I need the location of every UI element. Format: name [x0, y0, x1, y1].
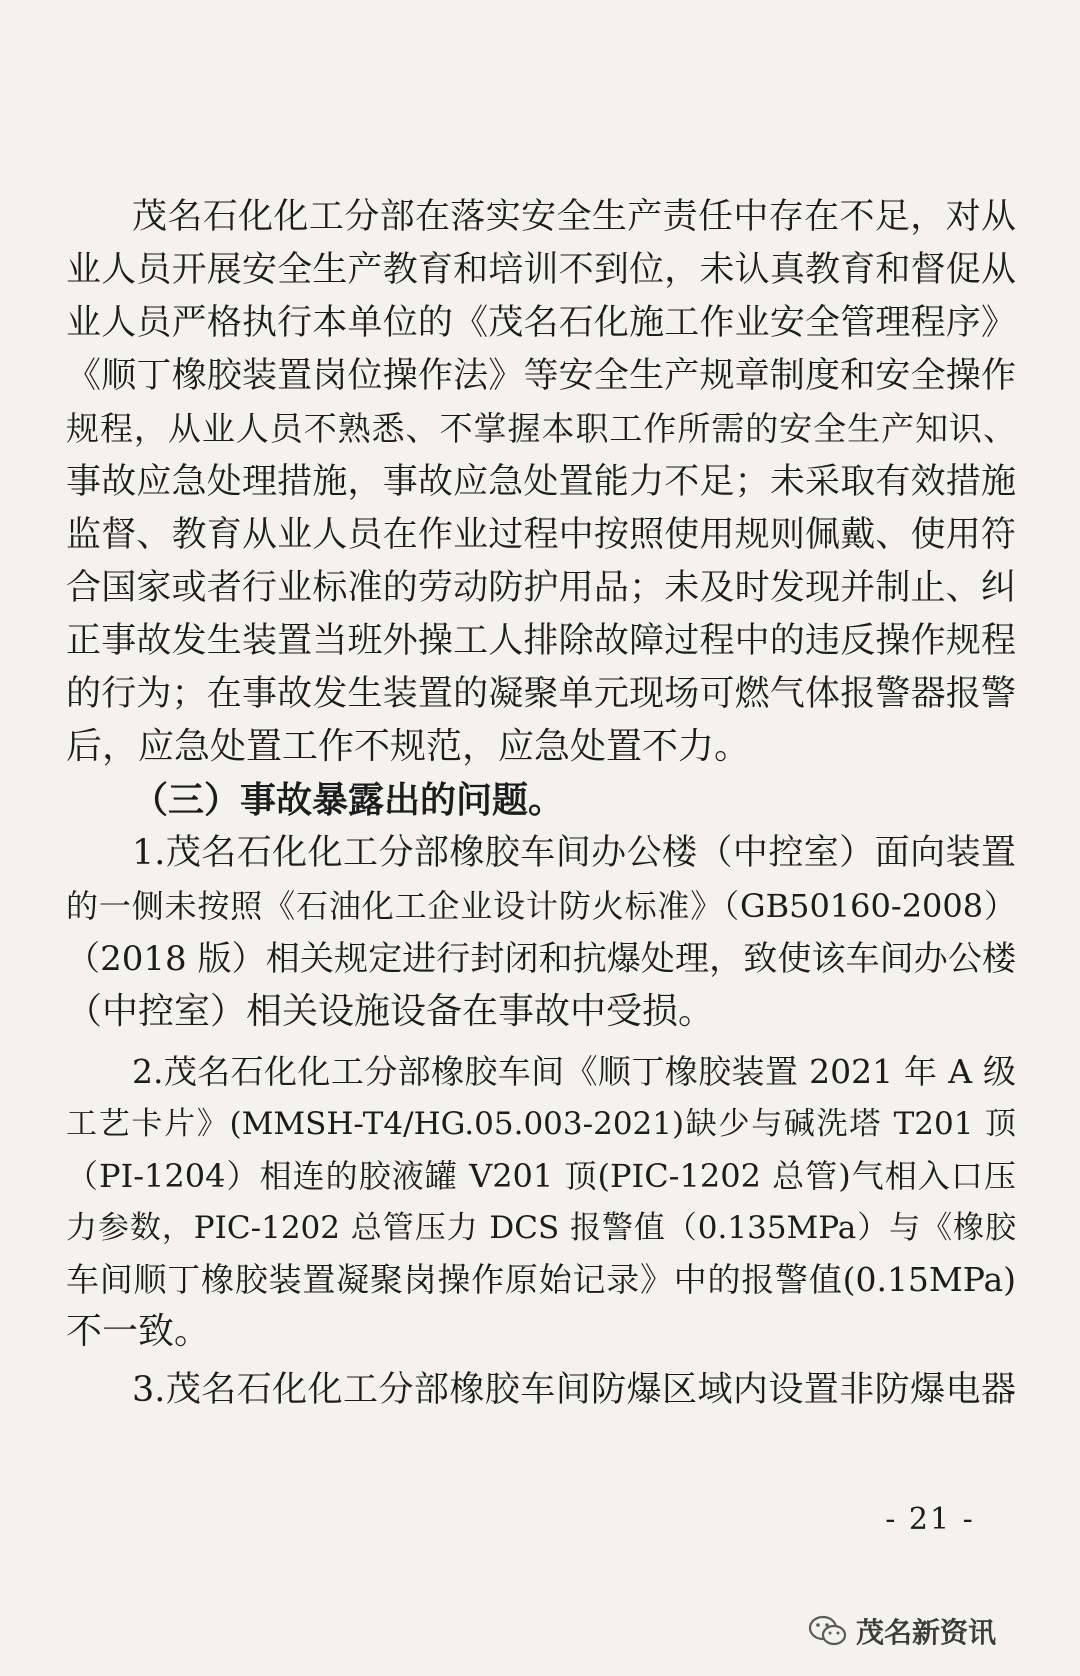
wechat-icon [808, 1614, 848, 1648]
watermark-text: 茂名新资讯 [856, 1616, 997, 1649]
text-line: 后，应急处置工作不规范，应急处置不力。 [66, 726, 751, 767]
text-line: 力参数，PIC-1202 总管压力 DCS 报警值（0.135MPa）与《橡胶 [66, 1210, 1016, 1246]
text-line: 规程，从业人员不熟悉、不掌握本职工作所需的安全生产知识、 [66, 409, 1016, 448]
text-line: 正事故发生装置当班外操工人排除故障过程中的违反操作规程 [66, 621, 1016, 661]
text-line: 车间顺丁橡胶装置凝聚岗操作原始记录》中的报警值(0.15MPa) [66, 1260, 1016, 1299]
text-line: 3.茂名石化化工分部橡胶车间防爆区域内设置非防爆电器 [132, 1370, 1016, 1410]
text-line: 业人员开展安全生产教育和培训不到位，未认真教育和督促从 [66, 250, 1016, 290]
text-line: 合国家或者行业标准的劳动防护用品；未及时发现并制止、纠 [66, 568, 1016, 608]
text-line: 的行为；在事故发生装置的凝聚单元现场可燃气体报警器报警 [66, 674, 1016, 714]
text-line: 茂名石化化工分部在落实安全生产责任中存在不足，对从 [132, 197, 1016, 237]
text-line: （2018 版）相关规定进行封闭和抗爆处理，致使该车间办公楼 [66, 939, 1016, 979]
text-line: 事故应急处理措施，事故应急处置能力不足；未采取有效措施 [66, 462, 1016, 502]
page-number: - 21 - [885, 1502, 975, 1537]
text-line: 的一侧未按照《石油化工企业设计防火标准》（GB50160-2008） [66, 887, 1016, 925]
text-line: 不一致。 [66, 1311, 211, 1352]
watermark [808, 1606, 996, 1656]
text-line: 监督、教育从业人员在作业过程中按照使用规则佩戴、使用符 [66, 515, 1016, 555]
text-line: 《顺丁橡胶装置岗位操作法》等安全生产规章制度和安全操作 [66, 356, 1016, 396]
text-line: （PI-1204）相连的胶液罐 V201 顶(PIC-1202 总管)气相入口压 [66, 1157, 1016, 1195]
section-heading: （三）事故暴露出的问题。 [132, 779, 565, 821]
text-line: （中控室）相关设施设备在事故中受损。 [66, 991, 715, 1032]
text-line: 1.茂名石化化工分部橡胶车间办公楼（中控室）面向装置 [132, 833, 1016, 873]
text-line: 工艺卡片》(MMSH-T4/HG.05.003-2021)缺少与碱洗塔 T201 顶 [66, 1106, 1016, 1142]
text-line: 2.茂名石化化工分部橡胶车间《顺丁橡胶装置 2021 年 A 级 [132, 1052, 1016, 1091]
text-line: 业人员严格执行本单位的《茂名石化施工作业安全管理程序》 [66, 303, 1016, 343]
